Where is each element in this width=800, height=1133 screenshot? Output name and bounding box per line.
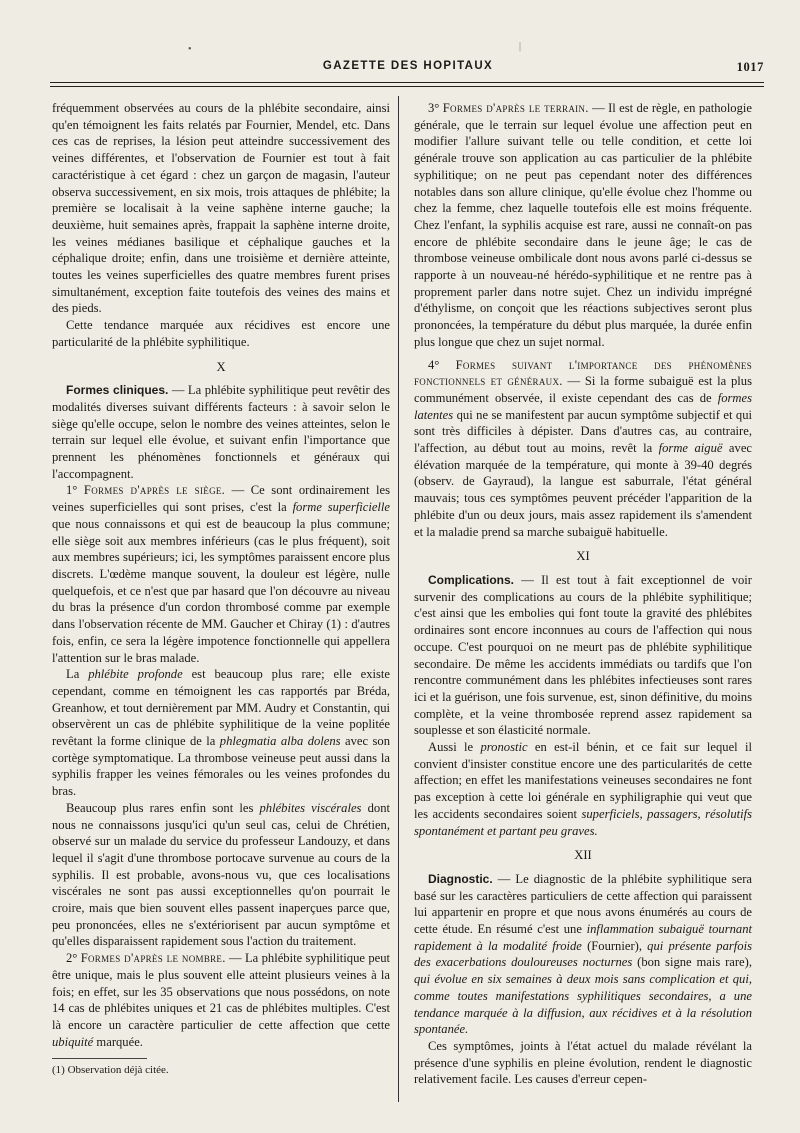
emphasis: pronostic [480, 740, 528, 755]
emphasis: forme superficielle [292, 500, 391, 515]
paragraph-lead: Diagnostic. [428, 871, 493, 886]
paragraph-text: Beaucoup plus rares enfin sont les [66, 800, 260, 815]
paragraph-text: que nous connaissons et qui est de beaucoup la plus commune; elle siège soit aux membres inférieurs (cas le plus fréquent), soit aux membres supérieurs; ici, les symptômes paraissent encore plus discrets. L'œdème manque souvent, la douleur est légère, nulle quelquefois, et ce n'est que par hasard que l'on découvre au niveau du bras la présence d'un cordon thrombosé comme par exemple dans l'observation récente de MM. Gaucher et Chiray (1) : d'autres fois, enfin, ce sera la légère impotence fonctionnelle qui appellera l'attention sur le bras malade. [52, 516, 390, 665]
emphasis: ubiquité [52, 1034, 94, 1049]
paragraph [414, 739, 752, 839]
paragraph-text: La [66, 667, 89, 682]
item-number: 2° [66, 951, 78, 966]
paragraph: fréquemment observées au cours de la phlébite secondaire, ainsi qu'en témoignent les faits relatés par Fournier, Mendel, etc. Dans ces cas de reprises, la lésion peut atteindre successivement des veines différentes, et l'observation de Fournier est tout à fait caractéristique à cet égard : chez un garçon de magasin, l'auteur observa successivement, en six mois, trois attaques de phlébite; la première se localisait à la veine saphène interne gauche; la deuxième, huit semaines après, frappait la saphène interne droite, les veines médianes basilique et céphalique gauches et la céphalique droite; enfin, dans une troisième et dernière atteinte, toutes les veines superficielles des quatre membres furent prises simultanément, exception faite toutefois des veines des mains et des pieds. [52, 101, 390, 316]
section-heading: XII [574, 848, 592, 863]
paragraph-text: — La phlébite syphilitique peut revêtir des modalités diverses suivant différents facteurs : à savoir selon le siège qu'elle occupe, selon le nombre des veines atteintes, selon le terrain sur lequel elle évolue, et suivant enfin l'importance que prennent les phénomènes fonctionnels et généraux qui l'accompagnent. [52, 383, 390, 481]
paragraph-text: — Il est tout à fait exceptionnel de voir survenir des complications au cours de la phlébite syphilitique; c'est ainsi que les embolies qui font toute la gravité des phlébites ordinaires sont encore inconnues au cours de l'affection qui nous occupe. C'est pourquoi on ne meurt pas de phlébite syphilitique secondaire. De même les accidents immédiats ou tardifs que l'on rencontre communément dans les phlébites infectieuses sont rares ici et la guérison, une fois survenue, est, sinon définitive, du moins complète, et la veine thrombosée reprend assez rapidement sa souplesse et son élasticité normale. [414, 572, 752, 738]
paragraph-text: (bon signe mais rare), [632, 955, 752, 970]
paragraph: Ces symptômes, joints à l'état actuel du malade révélant la présence d'une syphilis en pleine évolution, rendent le diagnostic relativement facile. Les causes d'erreur cepen- [414, 1038, 752, 1087]
header-rule [50, 82, 764, 83]
paragraph-text: avec son cortège symptomatique. La thrombose veineuse peut aussi dans la syphilis frapper les veines fémorales ou les veines profondes du bras. [52, 734, 391, 799]
column-divider [398, 96, 399, 1102]
paragraph [52, 482, 390, 666]
section-heading: XI [576, 549, 590, 564]
paragraph: Cette tendance marquée aux récidives est encore une particularité de la phlébite syphilitique. [52, 318, 390, 349]
emphasis: forme aiguë [658, 441, 723, 456]
page-number: 1017 [736, 60, 764, 74]
emphasis: qui présente parfois des exacerbations douloureuses nocturnes [414, 938, 752, 970]
paragraph-text: — Le diagnostic de la phlébite syphilitique sera basé sur les caractères particuliers de cette affection qui paraissent lui appartenir en propre et que nous avons énumérés au cours de cette étude. En résumé c'est une [414, 871, 752, 937]
paragraph-lead: Formes suivant l'importance des phénomènes fonctionnels et généraux. [414, 357, 753, 389]
emphasis: inflammation subaiguë tournant rapidement à la modalité froide [414, 922, 752, 953]
running-header [52, 56, 764, 78]
paragraph-text: — Il est de règle, en pathologie générale, que le terrain sur lequel évolue une affection peut en modifier l'allure suivant telle ou telle condition, et cette loi générale trouve son application au cas particulier de la phlébite syphilitique; on ne peut pas cependant noter des différences notables dans son allure clinique, qu'elle évolue chez l'homme ou chez la femme, chez laquelle toutefois elle est moins fréquente. Chez l'enfant, la syphilis acquise est rare, aussi ne connaît-on pas encore de phlébite secondaire dans le jeune âge; le cas de thrombose veineuse ombilicale dont nous avons parlé ci-dessus se rapporte à un nouveau-né hérédo-syphilitique et ne rentre pas à proprement parler dans notre sujet. Chez un individu imprégné d'éthylisme, on conçoit que les réactions subjectives seront plus prononcées, la température du début plus marquée, la durée enfin plus longue que chez un sujet normal. [414, 101, 752, 349]
paragraph-lead: Complications. [428, 572, 515, 587]
item-number: 4° [428, 357, 440, 372]
paragraph-lead: Formes d'après le nombre. [80, 951, 226, 966]
paragraph-text: marquée. [93, 1034, 143, 1049]
margin-mark: | [519, 41, 522, 52]
journal-title: GAZETTE DES HOPITAUX [322, 60, 494, 72]
paragraph-text: — Ce sont ordinairement les veines superficielles qui sont prises, c'est la [52, 483, 390, 515]
left-column [52, 100, 390, 1077]
paragraph [52, 950, 390, 1050]
paragraph-text: (Fournier), [581, 938, 648, 953]
emphasis: phlegmatia alba dolens [219, 734, 341, 749]
paragraph-text: — Si la forme subaiguë est la plus communément observée, il existe cependant des cas de [414, 374, 752, 405]
paragraph [52, 382, 390, 482]
paragraph-lead: Formes d'après le terrain. [442, 101, 589, 115]
paragraph-text: avec élévation marquée de la température, qui monte à 39-40 degrés (observ. de Gayraud), la langue est saburrale, l'état général mauvais; tous ces symptômes peuvent précéder l'apparition de la phlébite d'un ou deux jours, mais assez rapidement ils s'amendent et la maladie prend sa marche subaiguë habituelle. [414, 441, 752, 539]
footnote-rule [52, 1058, 147, 1059]
emphasis: formes latentes [414, 390, 752, 422]
paragraph-text: — La phlébite syphilitique peut être unique, mais le plus souvent elle atteint plusieurs veines à la fois; en effet, sur les 35 observations que nous possédons, on note 14 cas de phlébites uniques et 21 cas de phlébites multiples. C'est là encore un caractère particulier de cette affection que cette [52, 951, 391, 1032]
paragraph-text: est beaucoup plus rare; elle existe cependant, comme en témoignent les cas rapportés par Bréda, Greanhow, et tout dernièrement par MM. Audry et Constantin, qui observèrent un cas de phlébite syphilitique de la veine poplitée revêtant la forme clinique de la [52, 667, 390, 749]
paragraph-lead: Formes d'après le siège. [83, 483, 226, 498]
paragraph [414, 357, 752, 541]
paragraph [414, 871, 752, 1038]
item-number: 1° [66, 483, 78, 498]
right-column [414, 100, 752, 1088]
margin-mark: • [188, 44, 192, 55]
section-heading: X [216, 359, 226, 374]
paragraph-text: Aussi le [428, 740, 481, 755]
header-rule-thin [50, 86, 764, 87]
emphasis: qui évolue en six semaines à deux mois sans complication et qui, comme toutes manifestations syphilitiques secondaires, a une tendance marquée à la diffusion, aux récidives et à la résolution spontanée. [414, 972, 752, 1037]
emphasis: phlébite profonde [88, 667, 183, 682]
emphasis: superficiels, passagers, résolutifs spontanément et partant peu graves. [414, 806, 753, 838]
paragraph-text: dont nous ne connaissons jusqu'ici qu'un seul cas, celui de Chrétien, observé sur un malade du service du professeur Landouzy, et dans lequel il s'agit d'une thrombose portocave survenue au cours de la syphilis. Il est probable, avons-nous vu, que ces localisations viscérales ne sont pas aussi exceptionnelles qu'on pourrait le croire, mais que bien souvent elles passent inaperçues parce que, peu prononcées, elles ne s'extériorisent par aucun symptôme et qu'elles disparaissent rapidement sous l'action du traitement. [52, 800, 390, 949]
paragraph [52, 666, 390, 800]
item-number: 3° [428, 101, 440, 115]
footnote: (1) Observation déjà citée. [52, 1064, 169, 1077]
paragraph [414, 572, 752, 739]
paragraph-text: en est-il bénin, et ce fait sur lequel il convient d'insister constitue encore une des particularités de cette affection; en effet les manifestations veineuses secondaires ne font pas exception à cette loi générale en syphiligraphie qui veut que les accidents secondaires soient [414, 740, 752, 821]
paragraph-text: qui ne se manifestent par aucun symptôme subjectif et qui sont très difficiles à dépister. Dans d'autres cas, au contraire, l'affection, au début tout au moins, revêt la [414, 407, 752, 456]
paragraph [414, 100, 752, 351]
paragraph-lead: Formes cliniques. [66, 383, 169, 398]
paragraph [52, 800, 390, 950]
emphasis: phlébites viscérales [259, 800, 362, 815]
